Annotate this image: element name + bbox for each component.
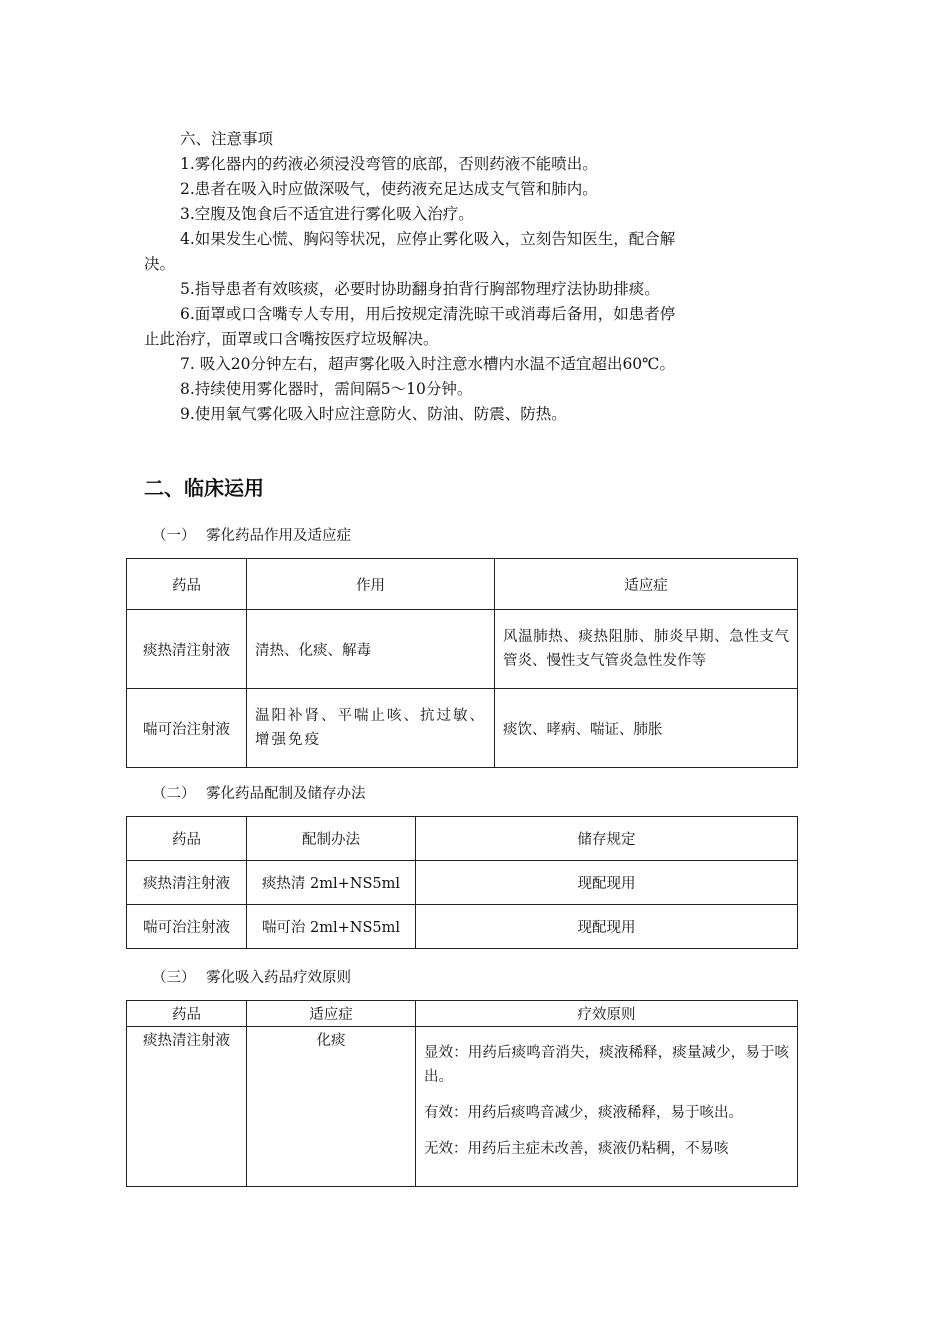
table1-cell: 痰饮、哮病、喘证、肺胀 bbox=[495, 689, 798, 768]
table-row bbox=[127, 905, 798, 949]
note-item-6: 6.面罩或口含嘴专人专用，用后按规定清洗晾干或消毒后备用，如患者停 bbox=[180, 305, 676, 323]
table3-caption-num: （三） bbox=[152, 970, 196, 986]
note-item-3: 3.空腹及饱食后不适宜进行雾化吸入治疗。 bbox=[180, 205, 474, 223]
note-item-2: 2.患者在吸入时应做深吸气，使药液充足达成支气管和肺内。 bbox=[180, 180, 598, 198]
table3-caption bbox=[152, 966, 351, 987]
table1-caption bbox=[152, 524, 351, 545]
table3-cell-drug: 痰热清注射液 bbox=[127, 1027, 247, 1187]
table-row bbox=[127, 610, 798, 689]
table3-header: 疗效原则 bbox=[416, 1001, 798, 1027]
table1-cell: 喘可治注射液 bbox=[127, 689, 247, 768]
table2-header-row bbox=[127, 817, 798, 861]
note-item-4-cont: 决。 bbox=[144, 255, 176, 273]
table2-cell: 痰热清注射液 bbox=[127, 861, 247, 905]
table-row bbox=[127, 1027, 798, 1187]
table1-cell: 温阳补肾、平喘止咳、抗过敏、增强免疫 bbox=[247, 689, 495, 768]
table3-header: 药品 bbox=[127, 1001, 247, 1027]
table2-cell: 现配现用 bbox=[416, 861, 798, 905]
table-row bbox=[127, 861, 798, 905]
table2-cell: 喘可治注射液 bbox=[127, 905, 247, 949]
table2-caption-num: （二） bbox=[152, 786, 196, 802]
table1-caption-text: 雾化药品作用及适应症 bbox=[206, 528, 351, 544]
note-item-5: 5.指导患者有效咳痰，必要时协助翻身拍背行胸部物理疗法协助排痰。 bbox=[180, 280, 660, 298]
table2-cell: 喘可治 2ml+NS5ml bbox=[247, 905, 416, 949]
effects-wrapper bbox=[424, 1041, 789, 1185]
effect-significant: 显效：用药后痰鸣音消失，痰液稀释，痰量减少，易于咳出。 bbox=[424, 1045, 789, 1085]
table1-header-row bbox=[127, 559, 798, 610]
table-row bbox=[127, 689, 798, 768]
table1 bbox=[126, 558, 798, 768]
table1-header: 药品 bbox=[127, 559, 247, 610]
effect-ineffective: 无效：用药后主症未改善，痰液仍粘稠，不易咳 bbox=[424, 1141, 729, 1157]
note-item-9: 9.使用氧气雾化吸入时应注意防火、防油、防震、防热。 bbox=[180, 405, 567, 423]
table2-caption bbox=[152, 782, 366, 803]
table1-cell: 痰热清注射液 bbox=[127, 610, 247, 689]
table2-header: 储存规定 bbox=[416, 817, 798, 861]
table3-header-row bbox=[127, 1001, 798, 1027]
table2-header: 配制办法 bbox=[247, 817, 416, 861]
table2-header: 药品 bbox=[127, 817, 247, 861]
table1-header: 作用 bbox=[247, 559, 495, 610]
table2-cell: 痰热清 2ml+NS5ml bbox=[247, 861, 416, 905]
note-item-1: 1.雾化器内的药液必须浸没弯管的底部，否则药液不能喷出。 bbox=[180, 155, 598, 173]
table2-cell: 现配现用 bbox=[416, 905, 798, 949]
table3-caption-text: 雾化吸入药品疗效原则 bbox=[206, 970, 351, 986]
note-item-8: 8.持续使用雾化器时，需间隔5～10分钟。 bbox=[180, 380, 473, 398]
table1-header: 适应症 bbox=[495, 559, 798, 610]
table1-caption-num: （一） bbox=[152, 528, 196, 544]
note-item-7: 7. 吸入20分钟左右，超声雾化吸入时注意水槽内水温不适宜超出60℃。 bbox=[180, 355, 676, 373]
effect-effective: 有效：用药后痰鸣音减少，痰液稀释，易于咳出。 bbox=[424, 1105, 743, 1121]
table1-cell: 风温肺热、痰热阻肺、肺炎早期、急性支气管炎、慢性支气管炎急性发作等 bbox=[495, 610, 798, 689]
note-item-6-cont: 止此治疗，面罩或口含嘴按医疗垃圾解决。 bbox=[144, 330, 439, 348]
section-heading: 二、临床运用 bbox=[144, 476, 264, 500]
table2 bbox=[126, 816, 798, 949]
note-item-4: 4.如果发生心慌、胸闷等状况，应停止雾化吸入，立刻告知医生，配合解 bbox=[180, 230, 676, 248]
table2-caption-text: 雾化药品配制及储存办法 bbox=[206, 786, 366, 802]
notes-heading: 六、注意事项 bbox=[180, 130, 274, 148]
table3-cell-indication: 化痰 bbox=[247, 1027, 416, 1187]
table3 bbox=[126, 1000, 798, 1187]
table3-header: 适应症 bbox=[247, 1001, 416, 1027]
table3-cell-effects bbox=[416, 1027, 798, 1187]
table1-cell: 清热、化痰、解毒 bbox=[247, 610, 495, 689]
